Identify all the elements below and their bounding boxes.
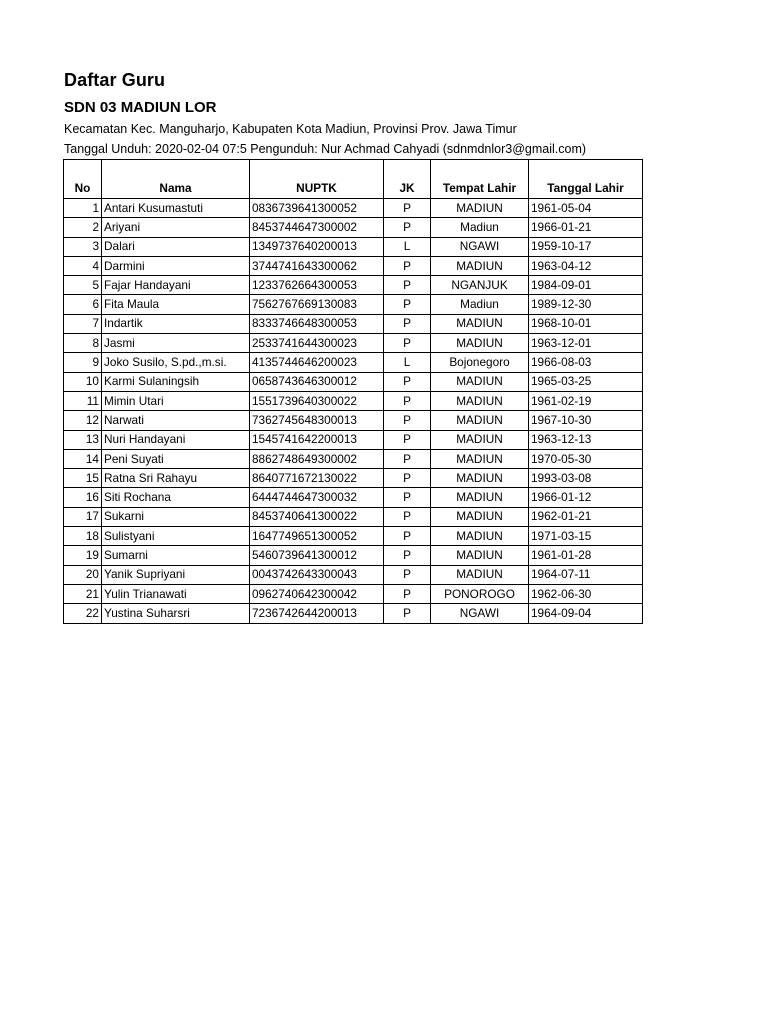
table-row: [64, 199, 643, 218]
cell-nama: Dalari: [102, 237, 250, 256]
cell-nama: Joko Susilo, S.pd.,m.si.: [102, 353, 250, 372]
cell-jk: P: [384, 584, 431, 603]
cell-jk: P: [384, 449, 431, 468]
cell-jk: P: [384, 604, 431, 623]
cell-nuptk: 1349737640200013: [250, 237, 384, 256]
cell-no: 8: [64, 334, 102, 353]
cell-tanggal-lahir: 1964-09-04: [529, 604, 643, 623]
cell-tempat-lahir: MADIUN: [431, 430, 529, 449]
cell-tanggal-lahir: 1963-04-12: [529, 256, 643, 275]
teacher-table: [63, 159, 643, 624]
cell-no: 1: [64, 199, 102, 218]
cell-nama: Ariyani: [102, 218, 250, 237]
cell-no: 11: [64, 391, 102, 410]
cell-tempat-lahir: PONOROGO: [431, 584, 529, 603]
header-nuptk: NUPTK: [250, 160, 384, 199]
cell-jk: P: [384, 314, 431, 333]
cell-nama: Siti Rochana: [102, 488, 250, 507]
cell-nama: Yustina Suharsri: [102, 604, 250, 623]
cell-tanggal-lahir: 1962-01-21: [529, 507, 643, 526]
cell-tanggal-lahir: 1961-01-28: [529, 546, 643, 565]
table-row: [64, 584, 643, 603]
cell-nama: Fita Maula: [102, 295, 250, 314]
cell-tempat-lahir: MADIUN: [431, 372, 529, 391]
cell-tempat-lahir: Bojonegoro: [431, 353, 529, 372]
table-row: [64, 218, 643, 237]
header-tempat-lahir: Tempat Lahir: [431, 160, 529, 199]
cell-tempat-lahir: MADIUN: [431, 199, 529, 218]
cell-nama: Indartik: [102, 314, 250, 333]
cell-nama: Karmi Sulaningsih: [102, 372, 250, 391]
cell-tanggal-lahir: 1966-01-12: [529, 488, 643, 507]
cell-tempat-lahir: Madiun: [431, 295, 529, 314]
table-body: [64, 199, 643, 624]
cell-jk: P: [384, 256, 431, 275]
cell-no: 10: [64, 372, 102, 391]
table-row: [64, 276, 643, 295]
cell-jk: P: [384, 199, 431, 218]
cell-no: 6: [64, 295, 102, 314]
header-tanggal-lahir: Tanggal Lahir: [529, 160, 643, 199]
cell-tanggal-lahir: 1993-03-08: [529, 469, 643, 488]
cell-no: 5: [64, 276, 102, 295]
cell-nuptk: 8640771672130022: [250, 469, 384, 488]
cell-no: 20: [64, 565, 102, 584]
cell-tempat-lahir: NGANJUK: [431, 276, 529, 295]
cell-tanggal-lahir: 1961-02-19: [529, 391, 643, 410]
cell-tempat-lahir: MADIUN: [431, 411, 529, 430]
cell-no: 4: [64, 256, 102, 275]
cell-nuptk: 7562767669130083: [250, 295, 384, 314]
cell-tanggal-lahir: 1964-07-11: [529, 565, 643, 584]
cell-no: 2: [64, 218, 102, 237]
cell-nama: Fajar Handayani: [102, 276, 250, 295]
cell-nuptk: 0658743646300012: [250, 372, 384, 391]
cell-nuptk: 1647749651300052: [250, 527, 384, 546]
cell-tempat-lahir: MADIUN: [431, 449, 529, 468]
table-row: [64, 546, 643, 565]
cell-tempat-lahir: MADIUN: [431, 314, 529, 333]
cell-tempat-lahir: NGAWI: [431, 604, 529, 623]
cell-no: 17: [64, 507, 102, 526]
cell-nama: Yulin Trianawati: [102, 584, 250, 603]
table-row: [64, 372, 643, 391]
cell-nama: Sumarni: [102, 546, 250, 565]
cell-no: 15: [64, 469, 102, 488]
cell-nuptk: 7362745648300013: [250, 411, 384, 430]
cell-tempat-lahir: MADIUN: [431, 507, 529, 526]
cell-tanggal-lahir: 1967-10-30: [529, 411, 643, 430]
table-row: [64, 469, 643, 488]
cell-jk: P: [384, 430, 431, 449]
cell-nuptk: 0836739641300052: [250, 199, 384, 218]
cell-tanggal-lahir: 1971-03-15: [529, 527, 643, 546]
cell-nuptk: 2533741644300023: [250, 334, 384, 353]
cell-nuptk: 5460739641300012: [250, 546, 384, 565]
cell-jk: P: [384, 391, 431, 410]
cell-jk: P: [384, 295, 431, 314]
header-jk: JK: [384, 160, 431, 199]
cell-nama: Antari Kusumastuti: [102, 199, 250, 218]
table-row: [64, 391, 643, 410]
cell-nuptk: 1551739640300022: [250, 391, 384, 410]
download-info-line: Tanggal Unduh: 2020-02-04 07:5 Pengunduh: Nur Achmad Cahyadi (sdnmdnlor3@gmail.com): [64, 142, 587, 156]
cell-jk: P: [384, 334, 431, 353]
table-row: [64, 411, 643, 430]
cell-tanggal-lahir: 1963-12-01: [529, 334, 643, 353]
cell-no: 16: [64, 488, 102, 507]
cell-tempat-lahir: MADIUN: [431, 391, 529, 410]
cell-tanggal-lahir: 1968-10-01: [529, 314, 643, 333]
cell-tanggal-lahir: 1984-09-01: [529, 276, 643, 295]
cell-tempat-lahir: MADIUN: [431, 488, 529, 507]
cell-tanggal-lahir: 1962-06-30: [529, 584, 643, 603]
cell-jk: P: [384, 488, 431, 507]
cell-no: 19: [64, 546, 102, 565]
cell-nuptk: 8453740641300022: [250, 507, 384, 526]
cell-jk: P: [384, 546, 431, 565]
cell-jk: P: [384, 276, 431, 295]
cell-no: 14: [64, 449, 102, 468]
table-header-row: [64, 160, 643, 199]
cell-nama: Peni Suyati: [102, 449, 250, 468]
table-row: [64, 565, 643, 584]
cell-tempat-lahir: MADIUN: [431, 469, 529, 488]
cell-nama: Jasmi: [102, 334, 250, 353]
cell-nuptk: 1545741642200013: [250, 430, 384, 449]
cell-jk: P: [384, 565, 431, 584]
cell-jk: P: [384, 469, 431, 488]
cell-nama: Sukarni: [102, 507, 250, 526]
table-row: [64, 295, 643, 314]
cell-tanggal-lahir: 1966-08-03: [529, 353, 643, 372]
cell-no: 9: [64, 353, 102, 372]
cell-nama: Sulistyani: [102, 527, 250, 546]
cell-tempat-lahir: MADIUN: [431, 527, 529, 546]
cell-no: 13: [64, 430, 102, 449]
cell-tanggal-lahir: 1966-01-21: [529, 218, 643, 237]
header-no: No: [64, 160, 102, 199]
cell-nuptk: 7236742644200013: [250, 604, 384, 623]
cell-tempat-lahir: NGAWI: [431, 237, 529, 256]
cell-nuptk: 4135744646200023: [250, 353, 384, 372]
cell-tanggal-lahir: 1970-05-30: [529, 449, 643, 468]
cell-tanggal-lahir: 1965-03-25: [529, 372, 643, 391]
cell-jk: P: [384, 411, 431, 430]
school-name: SDN 03 MADIUN LOR: [64, 99, 217, 116]
cell-no: 12: [64, 411, 102, 430]
cell-nuptk: 8333746648300053: [250, 314, 384, 333]
table-row: [64, 507, 643, 526]
location-line: Kecamatan Kec. Manguharjo, Kabupaten Kota Madiun, Provinsi Prov. Jawa Timur: [64, 122, 517, 136]
table-row: [64, 527, 643, 546]
table-row: [64, 353, 643, 372]
cell-no: 7: [64, 314, 102, 333]
table-row: [64, 449, 643, 468]
cell-nama: Darmini: [102, 256, 250, 275]
cell-nuptk: 3744741643300062: [250, 256, 384, 275]
cell-jk: P: [384, 218, 431, 237]
cell-tanggal-lahir: 1959-10-17: [529, 237, 643, 256]
cell-jk: L: [384, 237, 431, 256]
cell-tanggal-lahir: 1961-05-04: [529, 199, 643, 218]
cell-tempat-lahir: Madiun: [431, 218, 529, 237]
cell-jk: P: [384, 507, 431, 526]
cell-nama: Nuri Handayani: [102, 430, 250, 449]
cell-tempat-lahir: MADIUN: [431, 565, 529, 584]
cell-nama: Narwati: [102, 411, 250, 430]
cell-nuptk: 8453744647300002: [250, 218, 384, 237]
table-row: [64, 604, 643, 623]
cell-tempat-lahir: MADIUN: [431, 256, 529, 275]
cell-nama: Ratna Sri Rahayu: [102, 469, 250, 488]
cell-nuptk: 8862748649300002: [250, 449, 384, 468]
cell-nama: Yanik Supriyani: [102, 565, 250, 584]
cell-no: 22: [64, 604, 102, 623]
cell-tanggal-lahir: 1989-12-30: [529, 295, 643, 314]
table-row: [64, 314, 643, 333]
cell-nuptk: 0962740642300042: [250, 584, 384, 603]
table-row: [64, 256, 643, 275]
cell-nuptk: 0043742643300043: [250, 565, 384, 584]
cell-jk: P: [384, 372, 431, 391]
table-row: [64, 334, 643, 353]
cell-nuptk: 1233762664300053: [250, 276, 384, 295]
document-title: Daftar Guru: [64, 70, 166, 90]
cell-tempat-lahir: MADIUN: [431, 334, 529, 353]
cell-no: 21: [64, 584, 102, 603]
header-nama: Nama: [102, 160, 250, 199]
table-row: [64, 488, 643, 507]
table-row: [64, 430, 643, 449]
cell-no: 18: [64, 527, 102, 546]
cell-tanggal-lahir: 1963-12-13: [529, 430, 643, 449]
cell-tempat-lahir: MADIUN: [431, 546, 529, 565]
cell-nuptk: 6444744647300032: [250, 488, 384, 507]
table-row: [64, 237, 643, 256]
cell-nama: Mimin Utari: [102, 391, 250, 410]
cell-no: 3: [64, 237, 102, 256]
cell-jk: P: [384, 527, 431, 546]
cell-jk: L: [384, 353, 431, 372]
